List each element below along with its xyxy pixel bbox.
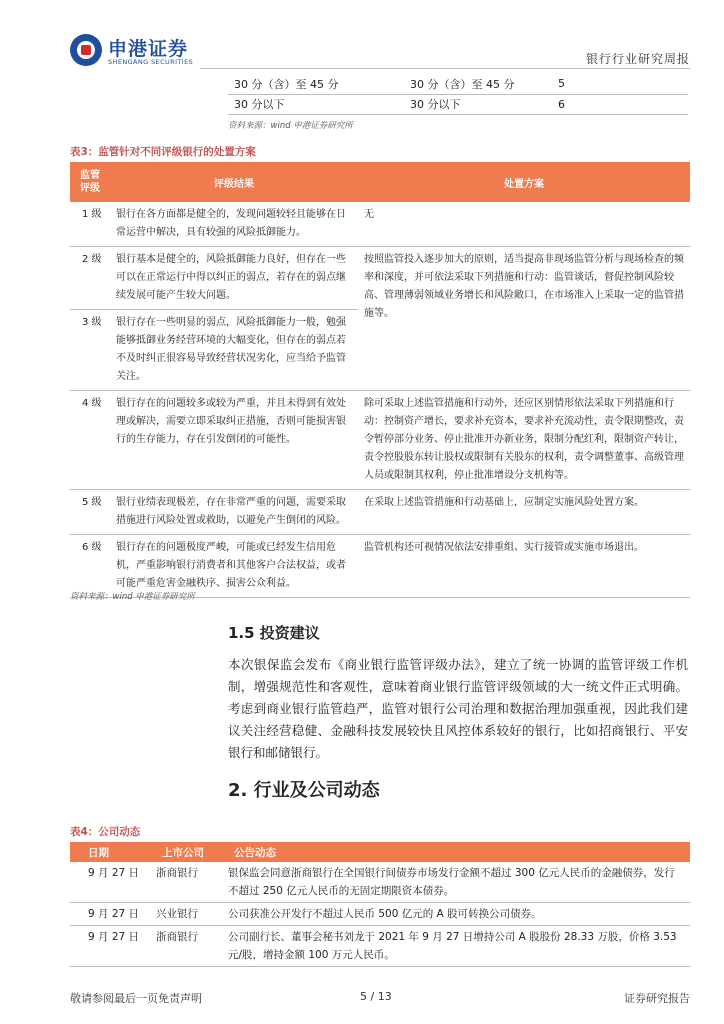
date-cell: 9 月 27 日 <box>70 926 150 967</box>
grade-cell: 6 级 <box>70 535 110 598</box>
grade-cell: 1 级 <box>70 202 110 247</box>
brand-name: 申港证券 <box>108 38 189 60</box>
table-cell: 30 分以下 <box>228 94 404 114</box>
plan-cell: 无 <box>358 202 690 247</box>
table-row <box>228 94 688 114</box>
grade-cell: 4 级 <box>70 391 110 490</box>
header-divider <box>200 68 690 69</box>
result-cell: 银行存在的问题较多或较为严重，并且未得到有效处理或解决，需要立即采取纠正措施，否则可能损害银行的生存能力，存在引发倒闭的可能性。 <box>110 391 358 490</box>
page-header <box>70 30 690 70</box>
brand-name-en: SHENGANG SECURITIES <box>108 58 194 66</box>
disclaimer-link: 敬请参阅最后一页免责声明 <box>70 992 202 1005</box>
company-cell: 兴业银行 <box>150 903 222 926</box>
table-row <box>70 926 690 967</box>
news-cell: 公司获准公开发行不超过人民币 500 亿元的 A 股可转换公司债券。 <box>222 903 690 926</box>
table-cell: 30 分（含）至 45 分 <box>228 74 404 94</box>
table-row <box>228 74 688 94</box>
company-news-table <box>70 842 690 967</box>
result-cell: 银行存在的问题极度严峻，可能或已经发生信用危机，严重影响银行消费者和其他客户合法权益，或者可能严重危害金融秩序、损害公众利益。 <box>110 535 358 598</box>
plan-cell: 在采取上述监管措施和行动基础上，应制定实施风险处置方案。 <box>358 490 690 535</box>
result-cell: 银行存在一些明显的弱点，风险抵御能力一般，勉强能够抵御业务经营环境的大幅变化，但存在的弱点若不及时纠正很容易导致经营状况劣化，应当给予监管关注。 <box>110 310 358 391</box>
table-cell: 5 <box>552 74 688 94</box>
source-note: 资料来源：wind 申港证券研究所 <box>70 592 195 602</box>
section-title: 1.5 投资建议 <box>228 624 320 642</box>
table3-caption: 表3：监管针对不同评级银行的处置方案 <box>70 146 256 158</box>
news-cell: 银保监会同意浙商银行在全国银行间债券市场发行金额不超过 300 亿元人民币的金融债券，发行不超过 250 亿元人民币的无固定期限资本债券。 <box>222 862 690 903</box>
grade-cell: 3 级 <box>70 310 110 391</box>
table-header-row <box>70 162 690 202</box>
report-type: 银行行业研究周报 <box>585 52 690 66</box>
table-row <box>70 247 690 310</box>
table-row <box>70 535 690 598</box>
table-cell: 30 分以下 <box>404 94 552 114</box>
col-header-company: 上市公司 <box>150 842 222 862</box>
table-header-row <box>70 842 690 862</box>
table-row <box>70 490 690 535</box>
result-cell: 银行业绩表现极差，存在非常严重的问题，需要采取措施进行风险处置或救助，以避免产生倒闭的风险。 <box>110 490 358 535</box>
table-row <box>70 862 690 903</box>
grade-cell: 2 级 <box>70 247 110 310</box>
table-cell: 30 分（含）至 45 分 <box>404 74 552 94</box>
grade-cell: 5 级 <box>70 490 110 535</box>
score-table-continuation <box>228 74 688 115</box>
plan-cell: 除可采取上述监管措施和行动外，还应区别情形依法采取下列措施和行动：控制资产增长，要求补充资本，要求补充流动性，责令限期整改，责令暂停部分业务、停止批准开办新业务，限制分配红利，限制资产转让，责令控股股东转让股权或限制有关股东的权利，责令调整董事、高级管理人员或限制其权利，停止批准增设分支机构等。 <box>358 391 690 490</box>
table4-caption: 表4：公司动态 <box>70 826 141 838</box>
doc-type: 证券研究报告 <box>624 992 690 1005</box>
table-row <box>70 903 690 926</box>
page-number: 5 / 13 <box>360 990 392 1003</box>
table-cell: 6 <box>552 94 688 114</box>
col-header-result: 评级结果 <box>110 162 358 202</box>
company-logo-icon <box>70 34 102 66</box>
plan-cell: 监管机构还可视情况依法安排重组、实行接管或实施市场退出。 <box>358 535 690 598</box>
plan-cell: 按照监管投入逐步加大的原则，适当提高非现场监管分析与现场检查的频率和深度，并可依法采取下列措施和行动：监管谈话，督促控制风险较高、管理薄弱领域业务增长和风险敞口，在市场准入上采取一定的监管措施等。 <box>358 247 690 391</box>
date-cell: 9 月 27 日 <box>70 862 150 903</box>
col-header-news: 公告动态 <box>222 842 690 862</box>
result-cell: 银行基本是健全的，风险抵御能力良好，但存在一些可以在正常运行中得以纠正的弱点，若存在的弱点继续发展可能产生较大问题。 <box>110 247 358 310</box>
company-cell: 浙商银行 <box>150 862 222 903</box>
news-cell: 公司副行长、董事会秘书刘龙于 2021 年 9 月 27 日增持公司 A 股股份 28.33 万股，价格 3.53 元/股，增持金额 100 万元人民币。 <box>222 926 690 967</box>
date-cell: 9 月 27 日 <box>70 903 150 926</box>
table-row <box>70 202 690 247</box>
col-header-date: 日期 <box>70 842 150 862</box>
col-header-grade: 监管评级 <box>70 162 110 202</box>
result-cell: 银行在各方面都是健全的，发现问题较轻且能够在日常运营中解决，具有较强的风险抵御能力。 <box>110 202 358 247</box>
source-note: 资料来源：wind 申港证券研究所 <box>228 121 353 131</box>
investment-advice-paragraph: 本次银保监会发布《商业银行监管评级办法》，建立了统一协调的监管评级工作机制，增强规范性和客观性，意味着商业银行监管评级领域的大一统文件正式明确。考虑到商业银行监管趋严，监管对银行公司治理和数据治理加强重视，因此我们建议关注经营稳健、金融科技发展较快且风控体系较好的银行，比如招商银行、平安银行和邮储银行。 <box>228 657 688 760</box>
col-header-plan: 处置方案 <box>358 162 690 202</box>
section-title: 2. 行业及公司动态 <box>228 780 380 801</box>
regulatory-actions-table <box>70 162 690 598</box>
table-row <box>70 391 690 490</box>
company-cell: 浙商银行 <box>150 926 222 967</box>
